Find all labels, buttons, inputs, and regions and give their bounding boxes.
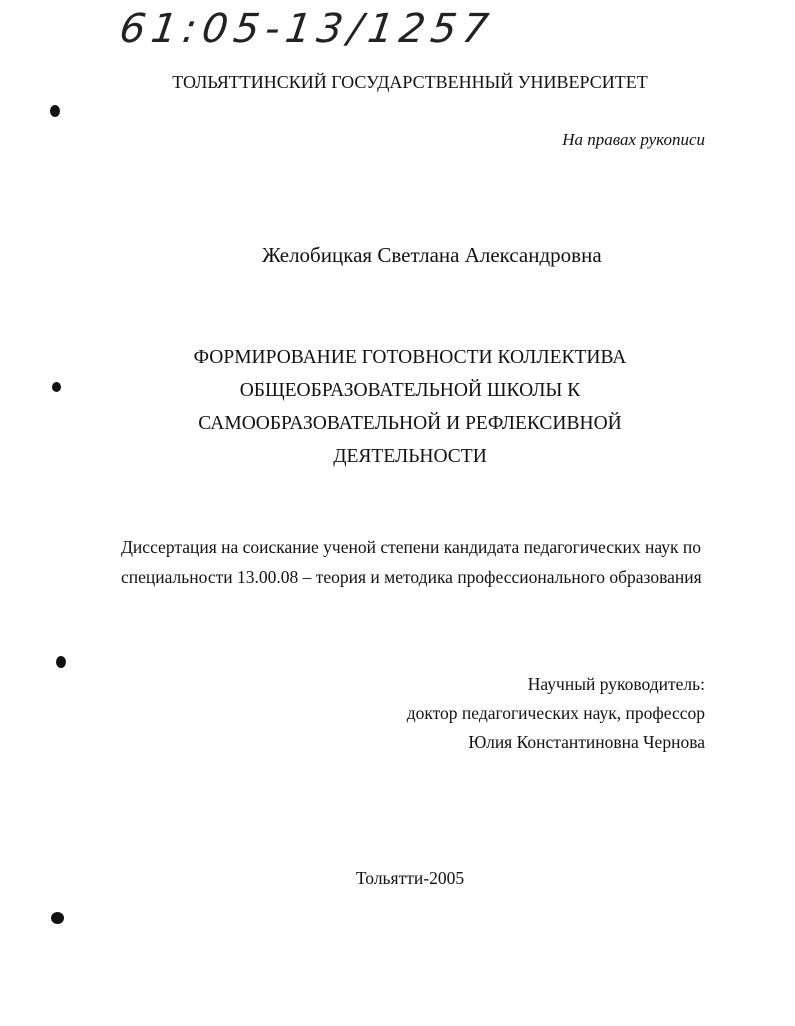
scan-artifact	[51, 912, 64, 924]
description-line: специальности 13.00.08 – теория и методика профессионального образования	[121, 567, 702, 587]
supervisor-name: Юлия Константиновна Чернова	[468, 732, 705, 752]
supervisor-block	[407, 670, 705, 757]
description-line: Диссертация на соискание ученой степени кандидата педагогических наук по	[121, 537, 701, 557]
handwritten-archive-number: 61:05-13/1257	[116, 6, 498, 52]
university-name: ТОЛЬЯТТИНСКИЙ ГОСУДАРСТВЕННЫЙ УНИВЕРСИТЕТ	[172, 72, 648, 92]
dissertation-title	[0, 341, 795, 473]
rights-note: На правах рукописи	[562, 130, 705, 149]
title-line: ДЕЯТЕЛЬНОСТИ	[333, 446, 487, 467]
scan-artifact	[56, 656, 66, 668]
city-year: Тольятти-2005	[355, 868, 465, 888]
title-line: ФОРМИРОВАНИЕ ГОТОВНОСТИ КОЛЛЕКТИВА	[193, 347, 627, 368]
title-line: САМООБРАЗОВАТЕЛЬНОЙ И РЕФЛЕКСИВНОЙ	[198, 413, 622, 434]
scan-artifact	[50, 105, 60, 117]
dissertation-description	[121, 532, 702, 592]
scan-artifact	[52, 382, 61, 392]
supervisor-label: Научный руководитель:	[527, 674, 705, 694]
author-name: Желобицкая Светлана Александровна	[262, 243, 602, 267]
supervisor-degree: доктор педагогических наук, профессор	[406, 703, 705, 723]
title-line: ОБЩЕОБРАЗОВАТЕЛЬНОЙ ШКОЛЫ К	[239, 380, 581, 401]
